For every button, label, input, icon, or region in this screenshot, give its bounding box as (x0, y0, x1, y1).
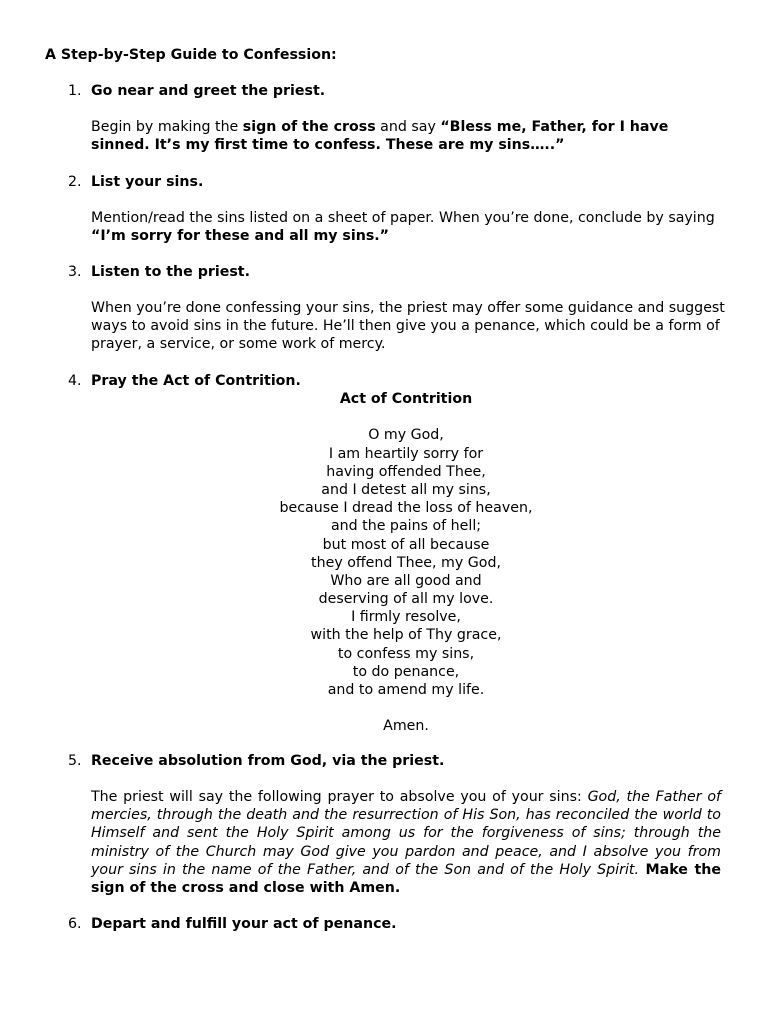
step-2-heading: List your sins. (91, 174, 204, 190)
prayer-line: and to amend my life. (327, 682, 485, 698)
step-1-paragraph (91, 118, 725, 154)
prayer-line: they offend Thee, my God, (311, 554, 501, 571)
step-5-absolution-prayer: God, the Father of mercies, through the death and the resurrection of His Son, has reconciled the world to Himself and sent the Holy Spirit among us for the forgiveness of sins; through the ministry of the Church may God give you pardon and peace, and I absolve you from your sins in the name of the Father, and of the Son and of the Holy Spirit. (91, 789, 721, 878)
step-4-number: 4. (68, 373, 82, 389)
step-2-bold-quote: “I’m sorry for these and all my sins.” (91, 228, 389, 245)
step-1-bold-sign: sign of the cross (242, 119, 376, 135)
prayer-line: and the pains of hell; (330, 518, 482, 535)
step-3-paragraph: When you’re done confessing your sins, the priest may offer some guidance and suggest ways to avoid sins in the future. He’ll then give you a penance, which could be a form of prayer, a service, or some work of mercy. (91, 300, 725, 353)
prayer-line: to do penance, (352, 663, 460, 680)
step-5-bold-closing: Make the sign of the cross and close with Amen. (91, 861, 721, 897)
step-2-paragraph (91, 209, 725, 245)
document-title: A Step-by-Step Guide to Confession: (45, 47, 337, 63)
act-of-contrition (91, 390, 721, 736)
prayer-amen: Amen. (383, 718, 429, 735)
step-6-heading: Depart and fulfill your act of penance. (91, 916, 397, 932)
step-5-paragraph (91, 788, 721, 897)
prayer-line: deserving of all my love. (318, 591, 494, 608)
prayer-line: but most of all because (322, 536, 490, 553)
step-1-bold-quote: “Bless me, Father, for I have sinned. It’s my first time to confess. These are my sins…..” (91, 119, 669, 154)
step-5-text: The priest will say the following prayer to absolve you of your sins: (91, 789, 588, 805)
prayer-line: to confess my sins, (337, 645, 475, 662)
step-1-text: Begin by making the (91, 119, 243, 135)
step-6-number: 6. (68, 916, 82, 932)
prayer-line: O my God, (368, 427, 444, 444)
step-2-text: Mention/read the sins listed on a sheet of paper. When you’re done, conclude by saying (91, 210, 715, 226)
step-3-heading: Listen to the priest. (91, 264, 250, 280)
prayer-title: Act of Contrition (339, 391, 473, 407)
step-4-heading: Pray the Act of Contrition. (91, 373, 301, 389)
prayer-line: I am heartily sorry for (328, 445, 484, 462)
step-5-number: 5. (68, 753, 82, 769)
prayer-line: I firmly resolve, (351, 609, 461, 626)
step-5-heading: Receive absolution from God, via the priest. (91, 753, 445, 769)
step-3-number: 3. (68, 264, 82, 280)
step-2-number: 2. (68, 174, 82, 190)
prayer-line: having offended Thee, (326, 463, 486, 480)
step-1-number: 1. (68, 83, 82, 99)
step-1-text-mid: and say (375, 119, 441, 135)
prayer-line: Who are all good and (330, 572, 482, 589)
step-1-heading: Go near and greet the priest. (91, 83, 326, 99)
prayer-line: because I dread the loss of heaven, (279, 500, 533, 517)
prayer-line: and I detest all my sins, (321, 481, 491, 498)
prayer-line: with the help of Thy grace, (310, 627, 502, 644)
